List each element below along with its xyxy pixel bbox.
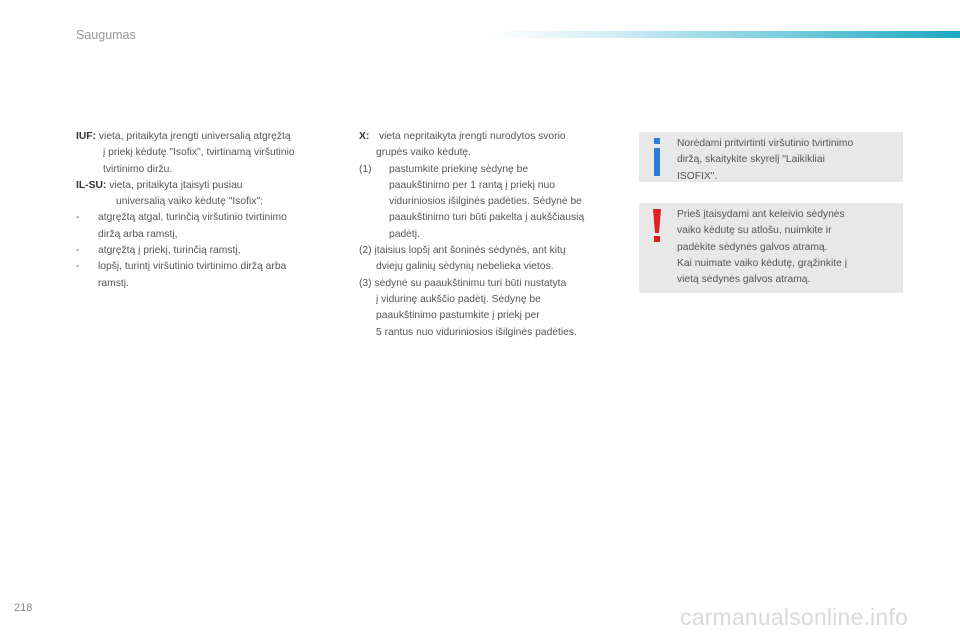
ilsu-definition [76,178,346,194]
warning-text-line: vaiko kėdutę su atlošu, nuimkite ir [677,225,832,237]
warning-text-line: Prieš įtaisydami ant keleivio sėdynės [677,209,845,220]
note-3-line: paaukštinimo pastumkite į priekį per [376,310,540,322]
header-accent-bar [490,31,960,38]
section-title: Saugumas [76,28,136,42]
column-middle [359,129,634,341]
ilsu-text-line1: vieta, pritaikyta įtaisyti pusiau [109,179,243,191]
list-item-continuation: diržą arba ramstį, [98,228,178,240]
note-2: (2) įtaisius lopšį ant šoninės sėdynės, ant kitų [359,245,566,257]
note-1-line: padėtį. [389,228,420,240]
note-1-line: paaukštinimo per 1 rantą į priekį nuo [389,179,555,191]
note-1-number: (1) [359,163,372,175]
note-3: (3) sėdynė su paaukštinimu turi būti nustatyta [359,277,567,289]
warning-text-line: padėkite sėdynės galvos atramą. [677,241,828,253]
x-definition [359,129,634,145]
note-3-line: į vidurinę aukščio padėtį. Sėdynę be [376,293,541,305]
note-3-line: 5 rantus nuo viduriniosios išilginės padėties. [376,326,577,338]
warning-icon [651,209,663,243]
watermark: carmanualsonline.info [680,604,908,630]
ilsu-text-line2: universalią vaiko kėdutę "Isofix": [116,196,263,208]
iuf-text-line3: tvirtinimo diržu. [103,163,173,175]
iuf-text-line1: vieta, pritaikyta įrengti universalią atgręžtą [98,131,291,142]
list-item-continuation: ramstį. [98,277,129,289]
note-1-line: paaukštinimo turi būti pakelta į aukščiausią [389,212,585,224]
ilsu-term: IL-SU: [76,179,107,191]
column-left [76,129,346,292]
iuf-definition [76,129,346,145]
list-item: - atgręžtą atgal, turinčią viršutinio tvirtinimo [76,212,287,224]
iuf-term: IUF: [76,131,97,142]
x-term: X: [359,131,370,142]
note-2-line: dviejų galinių sėdynių nebelieka vietos. [376,261,554,273]
info-box [639,132,903,182]
warning-box [639,203,903,293]
warning-text-line: Kai nuimate vaiko kėdutę, grąžinkite į [677,257,847,269]
list-item: - lopšį, turintį viršutinio tvirtinimo diržą arba [76,261,287,273]
page-number: 218 [14,602,33,614]
list-item: - atgręžtą į priekį, turinčią ramstį, [76,245,241,257]
info-text-line: Norėdami pritvirtinti viršutinio tvirtinimo [677,138,854,149]
warning-text-line: vietą sėdynės galvos atramą. [677,274,811,286]
note-1-line: viduriniosios išilginės padėties. Sėdynė be [389,196,582,208]
x-text-line1: vieta nepritaikyta įrengti nurodytos svorio [379,131,566,142]
iuf-text-line2: į priekį kėdutę "Isofix", tvirtinamą viršutinio [103,147,295,159]
info-text-line: diržą, skaitykite skyrelį "Laikikliai [677,154,825,166]
note-1: (1) pastumkite priekinę sėdynę be [359,162,634,178]
x-text-line2: grupės vaiko kėdutę. [376,147,472,159]
info-icon [651,138,663,178]
info-text-line: ISOFIX". [677,170,718,182]
